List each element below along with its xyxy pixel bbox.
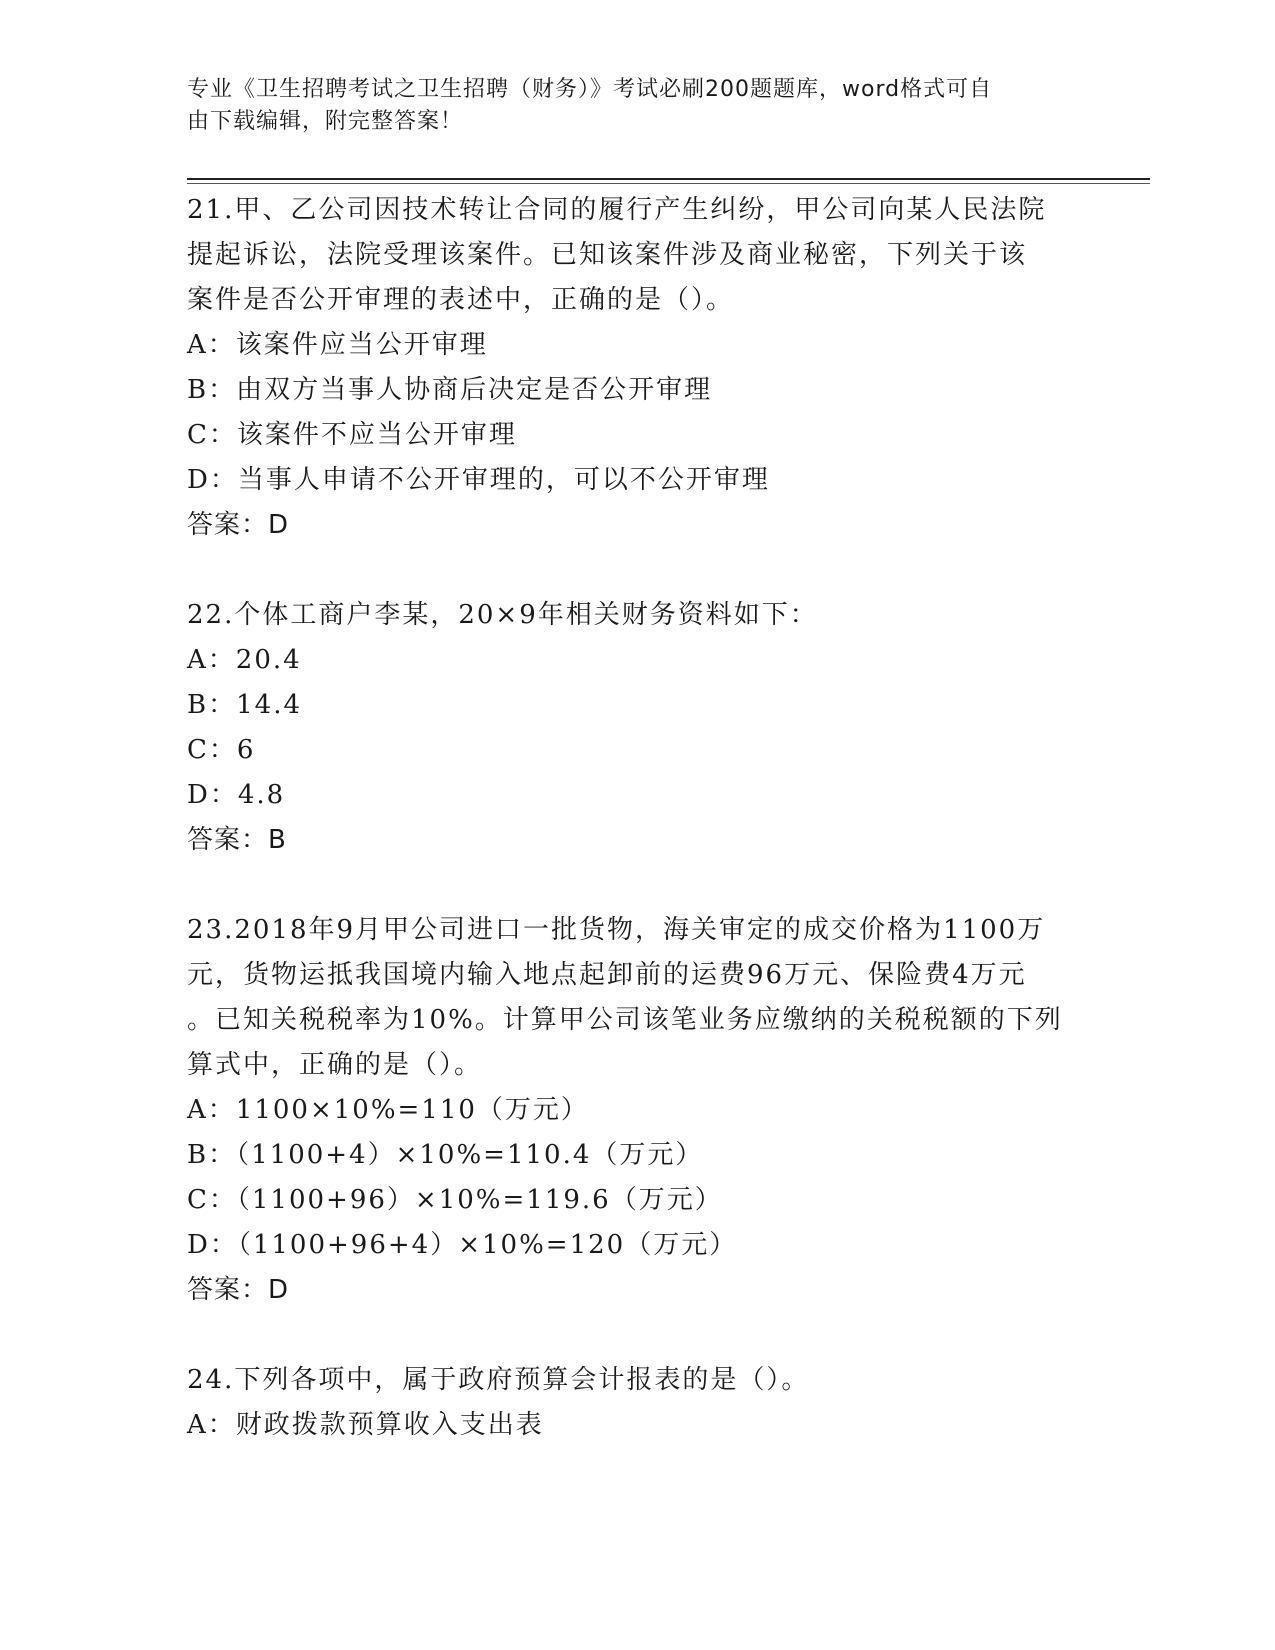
question-text-line: 。已知关税税率为10%。计算甲公司该笔业务应缴纳的关税税额的下列 bbox=[187, 1005, 1063, 1035]
question-22 bbox=[187, 593, 1087, 863]
option-c: C：该案件不应当公开审理 bbox=[187, 420, 517, 450]
question-spacer bbox=[187, 548, 1087, 593]
header-divider-thick bbox=[187, 178, 1150, 180]
header-line-2: 由下载编辑，附完整答案！ bbox=[187, 109, 464, 134]
option-b: B：由双方当事人协商后决定是否公开审理 bbox=[187, 375, 713, 405]
question-text-line: 元，货物运抵我国境内输入地点起卸前的运费96万元、保险费4万元 bbox=[187, 960, 1027, 990]
option-b: B：14.4 bbox=[187, 690, 302, 720]
question-spacer bbox=[187, 1313, 1087, 1358]
document-header bbox=[187, 74, 1087, 138]
option-a: A：20.4 bbox=[187, 645, 302, 675]
answer-label: 答案：D bbox=[187, 510, 290, 540]
question-text-line: 24.下列各项中，属于政府预算会计报表的是（）。 bbox=[187, 1365, 810, 1395]
option-c: C：6 bbox=[187, 735, 256, 765]
question-24 bbox=[187, 1358, 1087, 1448]
question-23 bbox=[187, 908, 1087, 1313]
question-text-line: 21.甲、乙公司因技术转让合同的履行产生纠纷，甲公司向某人民法院 bbox=[187, 195, 1047, 225]
answer-label: 答案：D bbox=[187, 1275, 290, 1305]
question-spacer bbox=[187, 863, 1087, 908]
option-d: D：4.8 bbox=[187, 780, 286, 810]
question-text-line: 算式中，正确的是（）。 bbox=[187, 1050, 483, 1080]
option-c: C：（1100+96）×10%=119.6（万元） bbox=[187, 1185, 723, 1215]
option-a: A：1100×10%=110（万元） bbox=[187, 1095, 589, 1125]
option-b: B：（1100+4）×10%=110.4（万元） bbox=[187, 1140, 704, 1170]
option-d: D：当事人申请不公开审理的，可以不公开审理 bbox=[187, 465, 770, 495]
answer-label: 答案：B bbox=[187, 825, 287, 855]
question-list bbox=[187, 188, 1087, 1448]
header-line-1: 专业《卫生招聘考试之卫生招聘（财务）》考试必刷200题题库，word格式可自 bbox=[187, 77, 993, 102]
question-text-line: 22.个体工商户李某，20×9年相关财务资料如下： bbox=[187, 600, 818, 630]
question-text-line: 23.2018年9月甲公司进口一批货物，海关审定的成交价格为1100万 bbox=[187, 915, 1046, 945]
question-21 bbox=[187, 188, 1087, 548]
question-text-line: 提起诉讼，法院受理该案件。已知该案件涉及商业秘密，下列关于该 bbox=[187, 240, 1028, 270]
option-d: D：（1100+96+4）×10%=120（万元） bbox=[187, 1230, 738, 1260]
option-a: A：该案件应当公开审理 bbox=[187, 330, 488, 360]
option-a: A：财政拨款预算收入支出表 bbox=[187, 1410, 544, 1440]
question-text-line: 案件是否公开审理的表述中，正确的是（）。 bbox=[187, 285, 735, 315]
header-divider-thin bbox=[187, 183, 1150, 184]
